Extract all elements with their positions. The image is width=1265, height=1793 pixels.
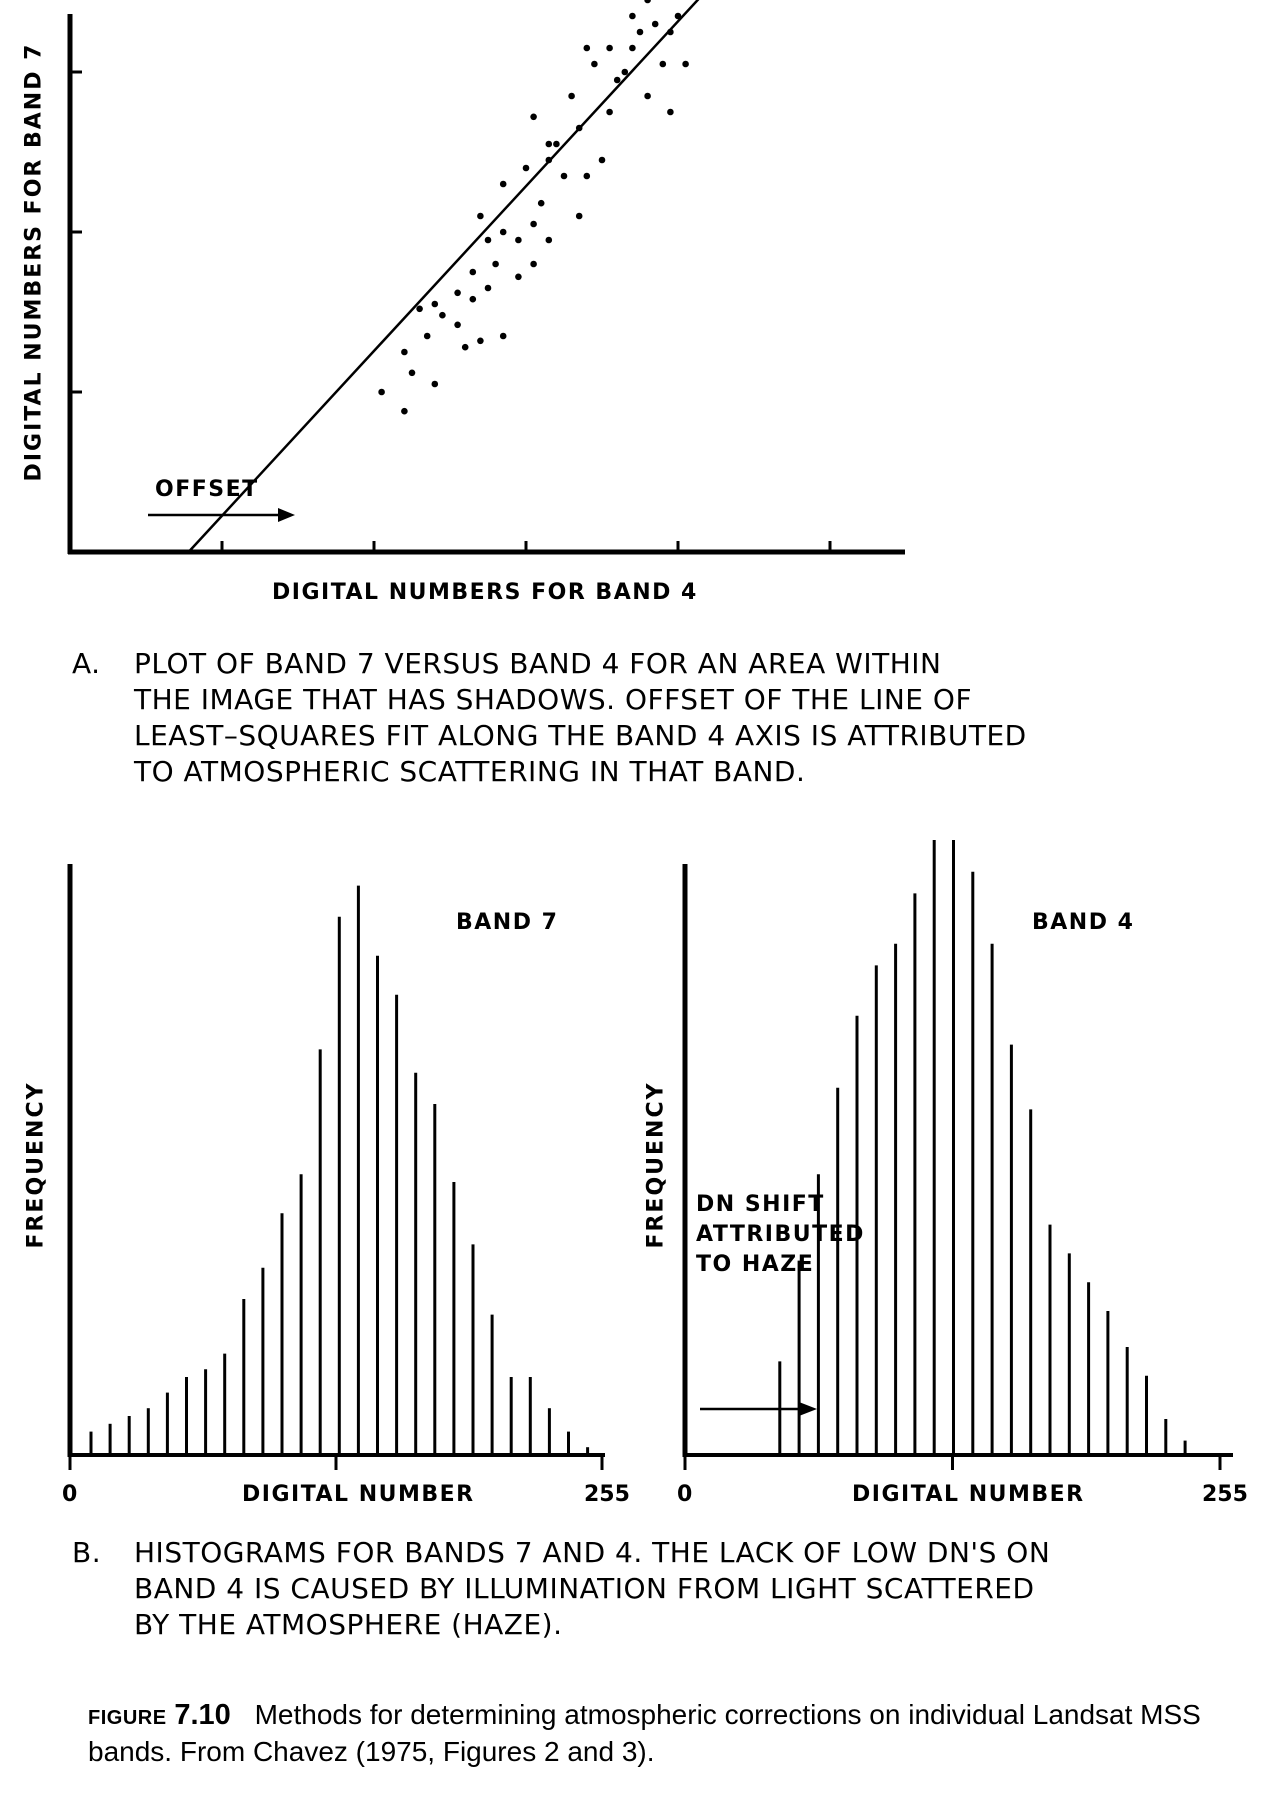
- caption-b-line: BAND 4 IS CAUSED BY ILLUMINATION FROM LIGHT SCATTERED: [134, 1572, 1035, 1605]
- scatter-point: [629, 45, 636, 52]
- hist4-ylabel: FREQUENCY: [643, 1081, 669, 1249]
- scatter-point: [622, 69, 629, 76]
- caption-a-line: PLOT OF BAND 7 VERSUS BAND 4 FOR AN AREA WITHIN: [134, 647, 942, 680]
- scatter-point: [546, 141, 553, 148]
- scatter-point: [515, 274, 522, 281]
- scatter-point: [409, 370, 416, 377]
- caption-a-line: THE IMAGE THAT HAS SHADOWS. OFFSET OF THE LINE OF: [134, 683, 973, 716]
- scatter-point: [530, 221, 537, 228]
- caption-b-line: BY THE ATMOSPHERE (HAZE).: [134, 1608, 563, 1641]
- haze-annotation-line: ATTRIBUTED: [696, 1222, 865, 1247]
- haze-annotation-line: TO HAZE: [696, 1252, 815, 1277]
- scatter-point: [470, 269, 477, 276]
- hist4-title: BAND 4: [1032, 910, 1135, 935]
- scatter-point: [599, 157, 606, 164]
- hist7-tick-max: 255: [584, 1482, 630, 1507]
- scatter-point: [629, 13, 636, 20]
- scatter-plot: [0, 0, 1265, 560]
- scatter-point: [606, 109, 613, 116]
- caption-a-line: LEAST–SQUARES FIT ALONG THE BAND 4 AXIS IS ATTRIBUTED: [134, 719, 1027, 752]
- scatter-point: [584, 173, 591, 180]
- offset-arrowhead: [278, 508, 295, 522]
- figure-label: FIGURE: [88, 1707, 167, 1729]
- scatter-point: [614, 77, 621, 84]
- scatter-point: [644, 93, 651, 100]
- scatter-point: [682, 61, 689, 68]
- figure-number: 7.10: [174, 1699, 231, 1731]
- scatter-point: [485, 285, 492, 292]
- scatter-point: [432, 301, 439, 308]
- scatter-point: [439, 312, 446, 319]
- scatter-point: [530, 261, 537, 268]
- caption-b-letter: B.: [72, 1536, 102, 1569]
- scatter-point: [660, 61, 667, 68]
- scatter-point: [462, 344, 469, 351]
- scatter-point: [485, 237, 492, 244]
- hist7-title: BAND 7: [456, 910, 559, 935]
- scatter-point: [401, 349, 408, 356]
- scatter-point: [644, 0, 651, 3]
- hist4-xlabel: DIGITAL NUMBER: [852, 1482, 1085, 1507]
- scatter-ylabel: DIGITAL NUMBERS FOR BAND 7: [21, 42, 47, 482]
- hist4-tick-min: 0: [677, 1482, 693, 1507]
- scatter-point: [606, 45, 613, 52]
- scatter-point: [667, 109, 674, 116]
- haze-annotation-line: DN SHIFT: [696, 1192, 825, 1217]
- scatter-point: [523, 165, 530, 172]
- scatter-point: [652, 21, 659, 28]
- scatter-point: [470, 296, 477, 303]
- scatter-point: [568, 93, 575, 100]
- hist7-ylabel: FREQUENCY: [23, 1081, 49, 1249]
- scatter-point: [530, 114, 537, 121]
- scatter-point: [378, 389, 385, 396]
- figure-caption: [88, 1698, 1218, 1769]
- scatter-point: [454, 290, 461, 297]
- scatter-point: [432, 381, 439, 388]
- scatter-point: [637, 29, 644, 36]
- scatter-point: [553, 141, 560, 148]
- haze-annotation: [696, 1190, 865, 1280]
- figure-caption-text: Methods for determining atmospheric corrections on individual Landsat MSS bands. From Chavez (1975, Figures 2 and 3).: [88, 1699, 1201, 1767]
- histogram-band4: [625, 840, 1265, 1500]
- scatter-point: [584, 45, 591, 52]
- scatter-point: [576, 213, 583, 220]
- caption-b-line: HISTOGRAMS FOR BANDS 7 AND 4. THE LACK OF LOW DN'S ON: [134, 1536, 1051, 1569]
- scatter-point: [500, 333, 507, 340]
- scatter-point: [500, 181, 507, 188]
- scatter-point: [515, 237, 522, 244]
- scatter-point: [401, 408, 408, 415]
- fit-line: [189, 0, 709, 552]
- scatter-point: [591, 61, 598, 68]
- caption-a-line: TO ATMOSPHERIC SCATTERING IN THAT BAND.: [134, 755, 806, 788]
- haze-arrowhead: [799, 1402, 817, 1416]
- histogram-band7: [0, 840, 640, 1500]
- scatter-point: [416, 306, 423, 313]
- scatter-xlabel: DIGITAL NUMBERS FOR BAND 4: [272, 580, 698, 605]
- scatter-point: [561, 173, 568, 180]
- scatter-point: [454, 322, 461, 329]
- scatter-point: [492, 261, 499, 268]
- offset-label: OFFSET: [155, 477, 259, 502]
- scatter-point: [546, 237, 553, 244]
- scatter-point: [477, 213, 484, 220]
- scatter-point: [538, 200, 545, 207]
- hist7-xlabel: DIGITAL NUMBER: [242, 1482, 475, 1507]
- scatter-point: [500, 229, 507, 236]
- scatter-point: [477, 338, 484, 345]
- scatter-point: [424, 333, 431, 340]
- hist7-tick-min: 0: [62, 1482, 78, 1507]
- caption-a-letter: A.: [72, 647, 101, 680]
- hist4-tick-max: 255: [1202, 1482, 1248, 1507]
